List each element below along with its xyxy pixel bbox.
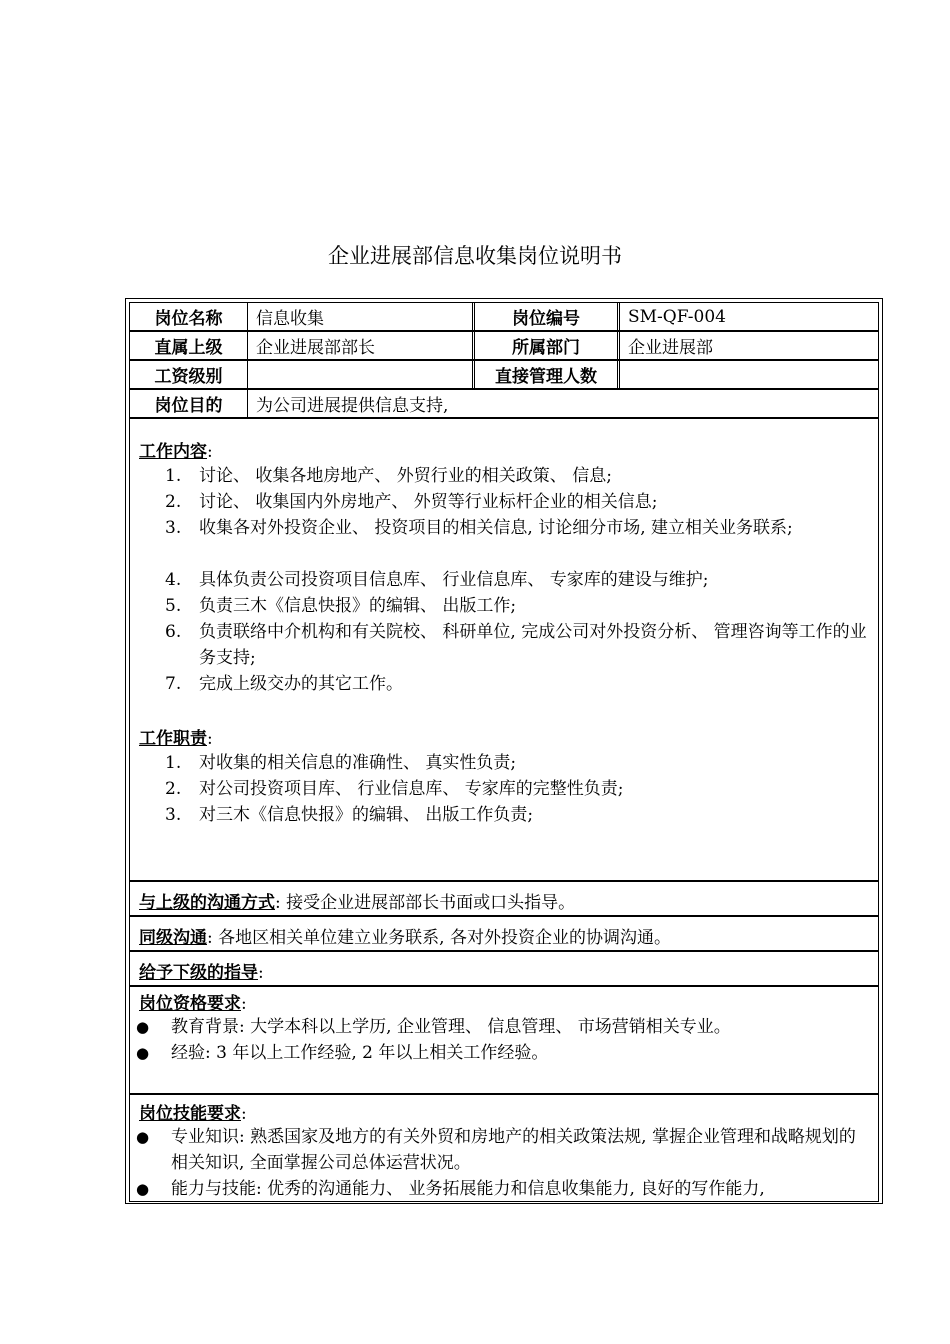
salary-level-label: 工资级别 [154,367,223,387]
comm-superior-text: 接受企业进展部部长书面或口头指导。 [286,893,576,913]
qualification-heading: 岗位资格要求: [139,994,247,1014]
purpose-value: 为公司进展提供信息支持, [247,390,878,417]
table-row [129,360,879,389]
table-row [129,389,879,418]
list-item: 2. 讨论、 收集国内外房地产、 外贸等行业标杆企业的相关信息; [165,492,658,512]
list-item: ● 专业知识: 熟悉国家及地方的有关外贸和房地产的相关政策法规, 掌握企业管理和战略规划的相关知识, 全面掌握公司总体运营状况。 [136,1124,866,1176]
work-section [129,418,879,881]
salary-level-value [247,361,472,388]
duties-heading: 工作职责: [139,729,213,749]
list-item: ● 经验: 3 年以上工作经验, 2 年以上相关工作经验。 [136,1040,866,1066]
direct-reports-value [617,361,878,388]
table-row [129,302,879,331]
superior-value: 企业进展部部长 [247,332,472,359]
position-code-label: 岗位编号 [472,303,617,330]
list-item: 3. 对三木《信息快报》的编辑、 出版工作负责; [165,805,534,825]
comm-superior-row: 与上级的沟通方式: 接受企业进展部部长书面或口头指导。 [129,881,879,916]
department-label: 所属部门 [472,332,617,359]
list-item: ● 教育背景: 大学本科以上学历, 企业管理、 信息管理、 市场营销相关专业。 [136,1014,866,1040]
skills-heading: 岗位技能要求: [139,1104,247,1124]
position-name-label: 岗位名称 [154,309,223,329]
bullet-icon: ● [136,1180,150,1198]
comm-peer-label: 同级沟通 [139,928,207,948]
direct-reports-label: 直接管理人数 [472,361,617,388]
position-name-value: 信息收集 [247,303,472,330]
list-item: 6. 负责联络中介机构和有关院校、 科研单位, 完成公司对外投资分析、 管理咨询等工作的业务支持; [165,622,867,668]
position-code-value: SM-QF-004 [617,303,878,330]
table-row [129,331,879,360]
comm-peer-row: 同级沟通: 各地区相关单位建立业务联系, 各对外投资企业的协调沟通。 [129,916,879,951]
list-item: 1. 讨论、 收集各地房地产、 外贸行业的相关政策、 信息; [165,466,612,486]
list-item: 1. 对收集的相关信息的准确性、 真实性负责; [165,753,517,773]
work-content-heading: 工作内容: [139,442,213,462]
list-item: 5. 负责三木《信息快报》的编辑、 出版工作; [165,596,517,616]
list-item: ● 能力与技能: 优秀的沟通能力、 业务拓展能力和信息收集能力, 良好的写作能力, [136,1176,866,1202]
guide-subordinate-row: 给予下级的指导: [129,951,879,986]
qualification-section [129,986,879,1094]
list-item: 3. 收集各对外投资企业、 投资项目的相关信息, 讨论细分市场, 建立相关业务联系; [165,518,793,538]
list-item: 2. 对公司投资项目库、 行业信息库、 专家库的完整性负责; [165,779,624,799]
page-title: 企业进展部信息收集岗位说明书 [328,244,622,268]
skills-section [129,1094,879,1202]
bullet-icon: ● [136,1128,150,1146]
job-description-table [125,298,883,1204]
superior-label: 直属上级 [154,338,223,358]
guide-subordinate-label: 给予下级的指导 [139,963,258,983]
comm-peer-text: 各地区相关单位建立业务联系, 各对外投资企业的协调沟通。 [218,928,671,948]
bullet-icon: ● [136,1044,150,1062]
list-item: 4. 具体负责公司投资项目信息库、 行业信息库、 专家库的建设与维护; [165,570,709,590]
comm-superior-label: 与上级的沟通方式 [139,893,275,913]
list-item: 7. 完成上级交办的其它工作。 [165,674,403,694]
department-value: 企业进展部 [617,332,878,359]
purpose-label: 岗位目的 [154,396,223,416]
bullet-icon: ● [136,1018,150,1036]
